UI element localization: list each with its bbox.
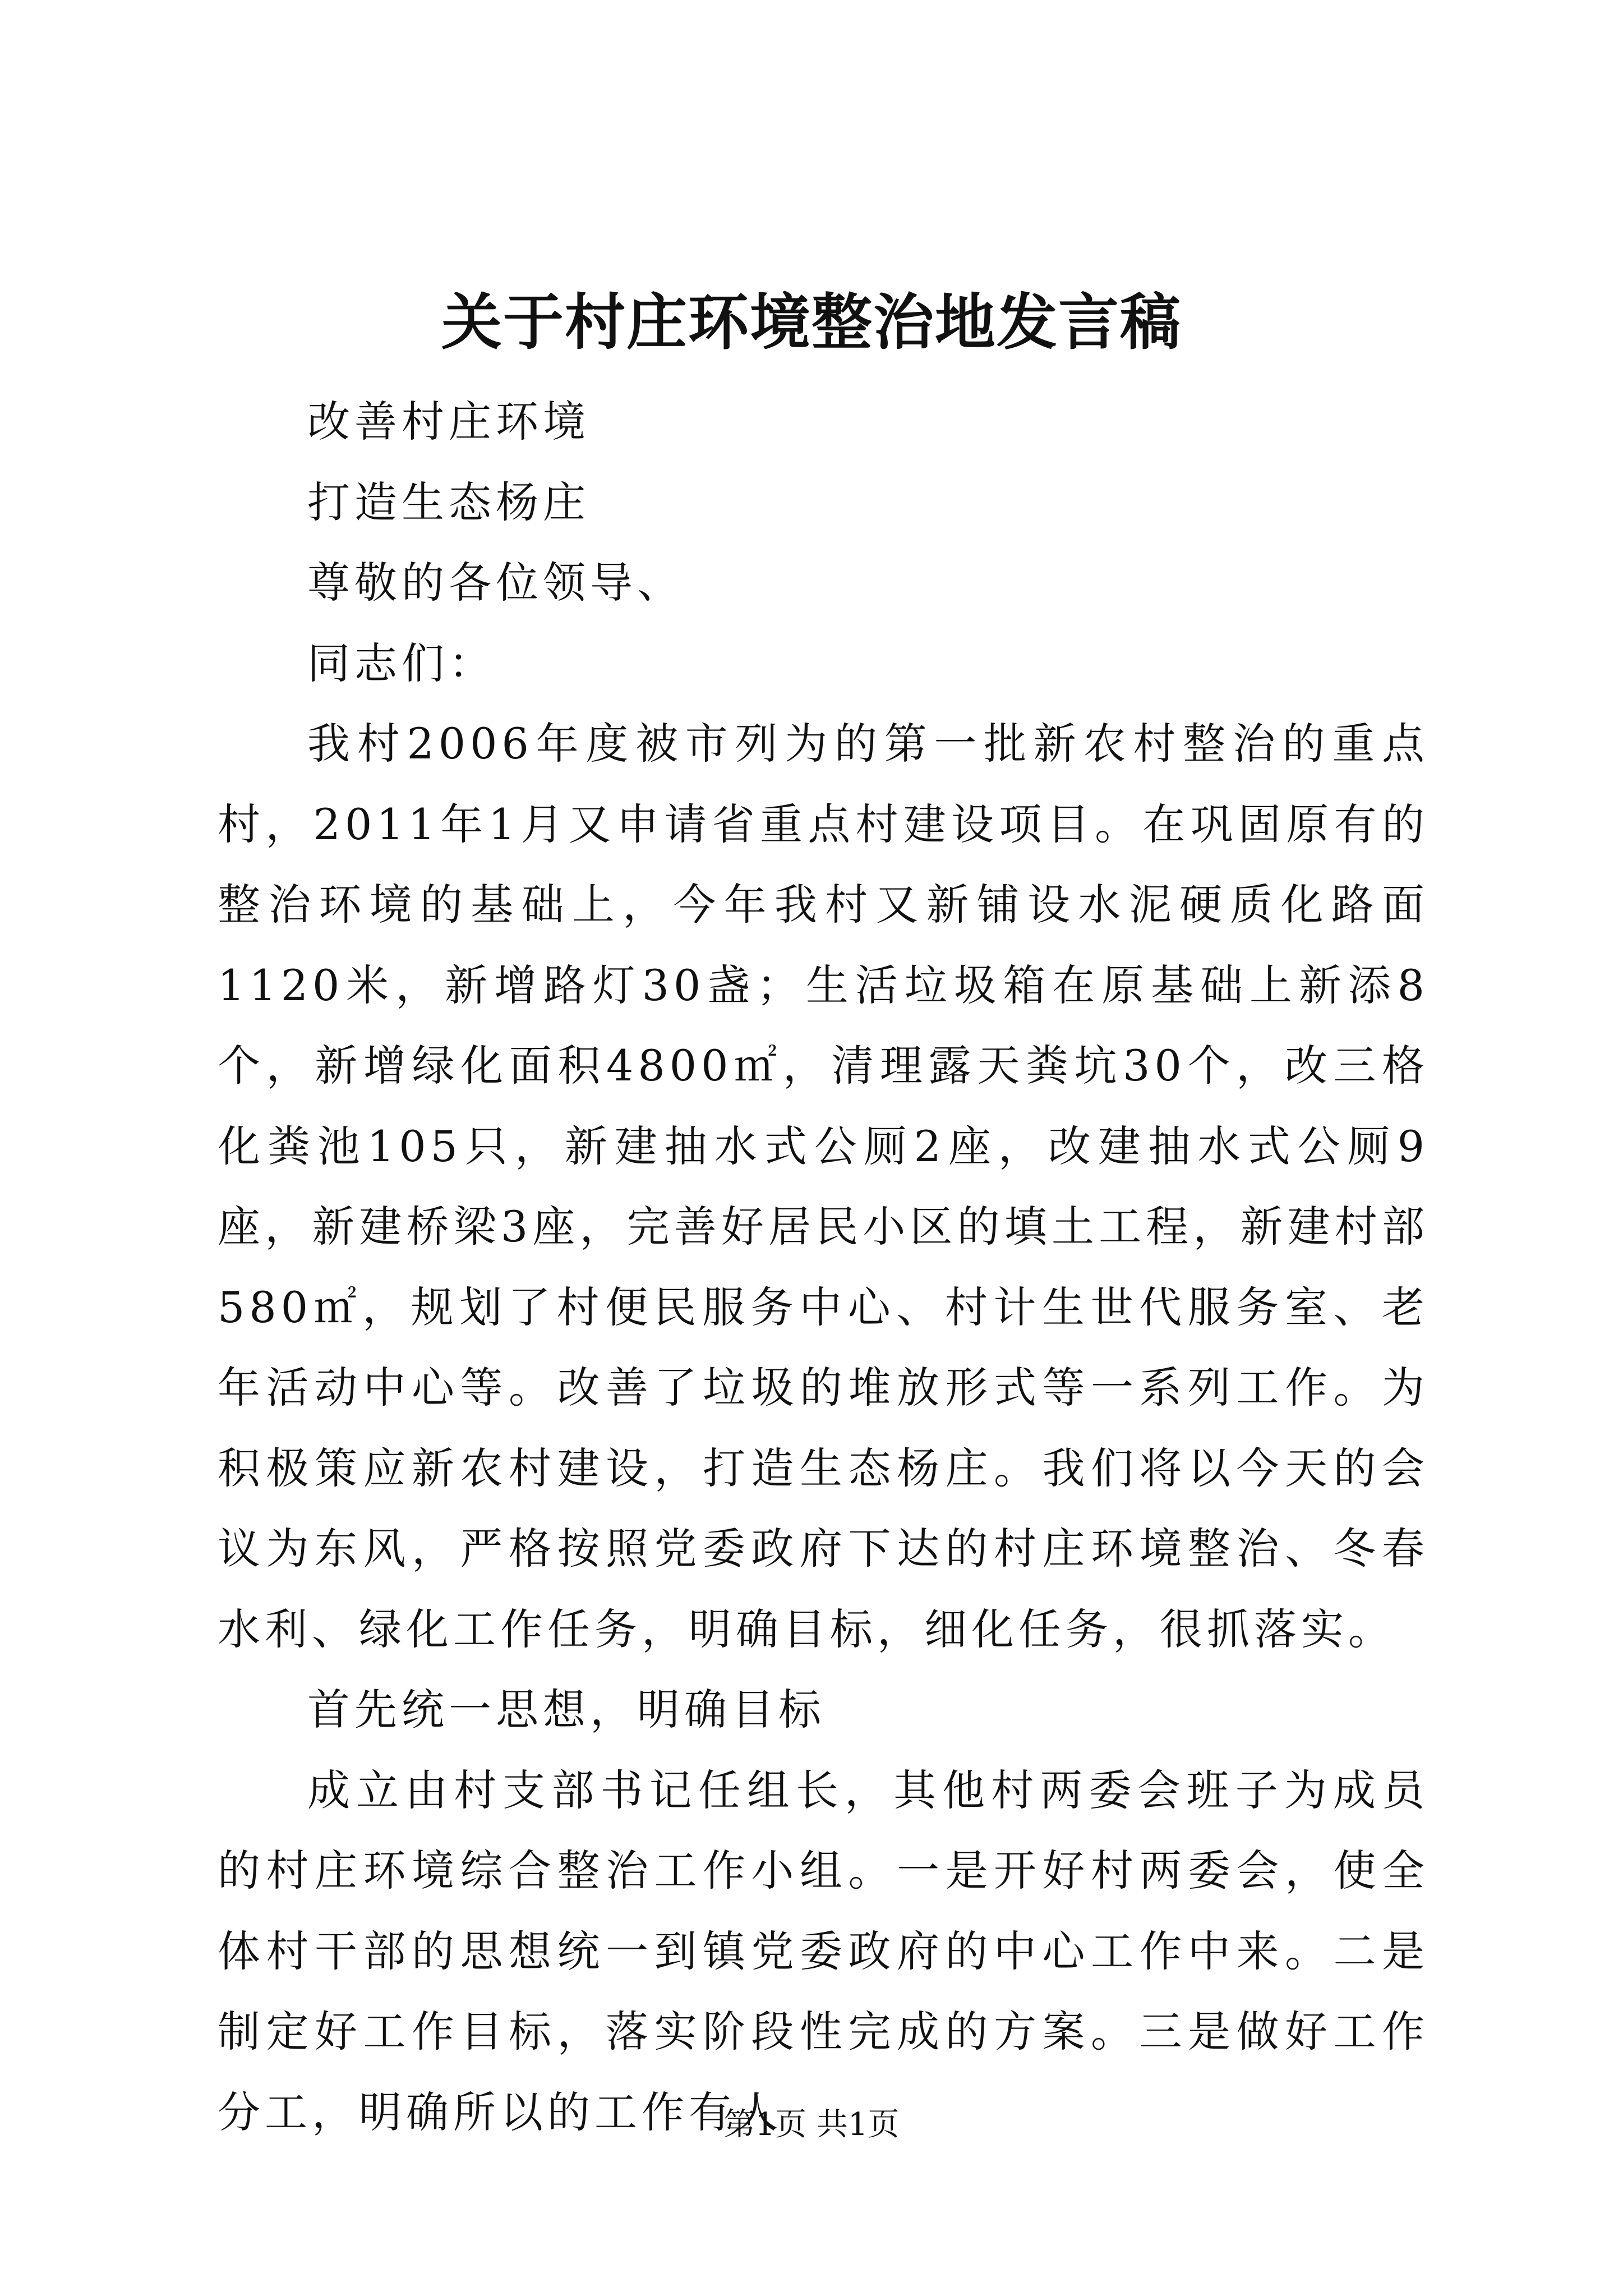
paragraph-body-1: 我村2006年度被市列为的第一批新农村整治的重点村，2011年1月又申请省重点村建设项目。在巩固原有的整治环境的基础上，今年我村又新铺设水泥硬质化路面1120米，新增路灯30盏；生活垃圾箱在原基础上新添8个，新增绿化面积4800㎡，清理露天粪坑30个，改三格化粪池105只，新建抽水式公厕2座，改建抽水式公厕9座，新建桥梁3座，完善好居民小区的填土工程，新建村部580㎡，规划了村便民服务中心、村计生世代服务室、老年活动中心等。改善了垃圾的堆放形式等一系列工作。为积极策应新农村建设，打造生态杨庄。我们将以今天的会议为东风，严格按照党委政府下达的村庄环境整治、冬春水利、绿化工作任务，明确目标，细化任务，很抓落实。	[218, 719, 1429, 1654]
document-title: 关于村庄环境整治地发言稿	[441, 287, 1182, 358]
paragraph-section-heading: 首先统一思想，明确目标	[307, 1685, 826, 1734]
page-footer: 第1页 共1页	[723, 2106, 900, 2143]
paragraph-heading-2: 打造生态杨庄	[307, 477, 590, 527]
paragraph-body-2: 成立由村支部书记任组长，其他村两委会班子为成员的村庄环境综合整治工作小组。一是开好村两委会，使全体村干部的思想统一到镇党委政府的中心工作中来。二是制定好工作目标，落实阶段性完成的方案。三是做好工作分工，明确所以的工作有人	[218, 1765, 1429, 2137]
paragraph-heading-1: 改善村庄环境	[307, 397, 590, 447]
paragraph-salutation-2: 同志们：	[307, 638, 496, 688]
document-body	[218, 381, 1429, 2152]
paragraph-salutation-1: 尊敬的各位领导、	[307, 558, 684, 608]
